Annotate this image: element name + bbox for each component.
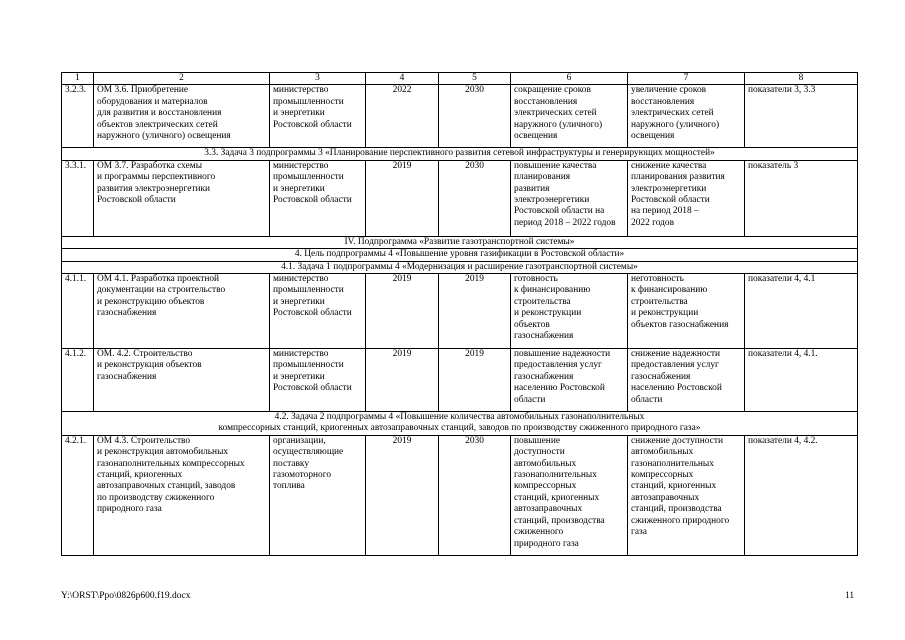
page-number: 11 bbox=[845, 591, 855, 601]
header-col-4: 4 bbox=[366, 73, 439, 85]
measure-name: ОМ 4.1. Разработка проектной документации на строительство и реконструкцию объектов газоснабжения bbox=[94, 274, 270, 349]
end-year: 2019 bbox=[439, 349, 511, 412]
expected-result: повышение доступности автомобильных газонаполнительных компрессорных станций, криогенных автозаправочных станций, производства сжиженного природного газа bbox=[511, 435, 628, 555]
expected-result: повышение качества планирования развития электроэнергетики Ростовской области на период 2018 – 2022 годов bbox=[511, 160, 628, 236]
start-year: 2019 bbox=[366, 349, 439, 412]
start-year: 2019 bbox=[366, 274, 439, 349]
section-row bbox=[62, 249, 858, 261]
measure-name: ОМ 3.7. Разработка схемы и программы перспективного развития электроэнергетики Ростовской области bbox=[94, 160, 270, 236]
executor: министерство промышленности и энергетики Ростовской области bbox=[270, 274, 366, 349]
measure-name: ОМ. 4.2. Строительство и реконструкция объектов газоснабжения bbox=[94, 349, 270, 412]
header-col-5: 5 bbox=[439, 73, 511, 85]
file-path: Y:\ORST\Ppo\0826p600.f19.docx bbox=[61, 591, 191, 601]
non-implementation-consequence: увеличение сроков восстановления электрических сетей наружного (уличного) освещения bbox=[628, 85, 745, 148]
start-year: 2019 bbox=[366, 435, 439, 555]
linked-indicators: показатель 3 bbox=[745, 160, 858, 236]
linked-indicators: показатели 4, 4.1. bbox=[745, 349, 858, 412]
linked-indicators: показатели 4, 4.1 bbox=[745, 274, 858, 349]
header-col-8: 8 bbox=[745, 73, 858, 85]
task-heading: 3.3. Задача 3 подпрограммы 3 «Планирование перспективного развития сетевой инфраструктуры и генерирующих мощностей» bbox=[62, 148, 858, 160]
header-col-3: 3 bbox=[270, 73, 366, 85]
linked-indicators: показатели 4, 4.2. bbox=[745, 435, 858, 555]
row-number: 3.2.3. bbox=[62, 85, 94, 148]
executor: министерство промышленности и энергетики Ростовской области bbox=[270, 160, 366, 236]
section-row bbox=[62, 412, 858, 436]
start-year: 2022 bbox=[366, 85, 439, 148]
end-year: 2030 bbox=[439, 160, 511, 236]
row-number: 3.3.1. bbox=[62, 160, 94, 236]
header-col-2: 2 bbox=[94, 73, 270, 85]
task-heading: 4.2. Задача 2 подпрограммы 4 «Повышение количества автомобильных газонаполнительных компрессорных станций, криогенных автозаправочных станций, заводов по производству сжиженного природного газа» bbox=[62, 412, 858, 436]
subprogram-heading: IV. Подпрограмма «Развитие газотранспортной системы» bbox=[62, 236, 858, 248]
goal-heading: 4. Цель подпрограммы 4 «Повышение уровня газификации в Ростовской области» bbox=[62, 249, 858, 261]
header-col-7: 7 bbox=[628, 73, 745, 85]
non-implementation-consequence: снижение качества планирования развития электроэнергетики Ростовской области на период 2018 – 2022 годов bbox=[628, 160, 745, 236]
measure-name: ОМ 4.3. Строительство и реконструкция автомобильных газонаполнительных компрессорных станций, криогенных автозаправочных станций, заводов по производству сжиженного природного газа bbox=[94, 435, 270, 555]
section-row bbox=[62, 148, 858, 160]
row-number: 4.1.1. bbox=[62, 274, 94, 349]
executor: организации, осуществляющие поставку газомоторного топлива bbox=[270, 435, 366, 555]
expected-result: повышение надежности предоставления услуг газоснабжения населению Ростовской области bbox=[511, 349, 628, 412]
expected-result: сокращение сроков восстановления электрических сетей наружного (уличного) освещения bbox=[511, 85, 628, 148]
header-col-1: 1 bbox=[62, 73, 94, 85]
table-row bbox=[62, 85, 858, 148]
expected-result: готовность к финансированию строительства и реконструкции объектов газоснабжения bbox=[511, 274, 628, 349]
executor: министерство промышленности и энергетики Ростовской области bbox=[270, 349, 366, 412]
linked-indicators: показатели 3, 3.3 bbox=[745, 85, 858, 148]
executor: министерство промышленности и энергетики Ростовской области bbox=[270, 85, 366, 148]
table-row bbox=[62, 349, 858, 412]
end-year: 2019 bbox=[439, 274, 511, 349]
non-implementation-consequence: неготовность к финансированию строительства и реконструкции объектов газоснабжения bbox=[628, 274, 745, 349]
end-year: 2030 bbox=[439, 85, 511, 148]
section-row bbox=[62, 261, 858, 273]
header-col-6: 6 bbox=[511, 73, 628, 85]
end-year: 2030 bbox=[439, 435, 511, 555]
table-row bbox=[62, 274, 858, 349]
section-row bbox=[62, 236, 858, 248]
row-number: 4.2.1. bbox=[62, 435, 94, 555]
measure-name: ОМ 3.6. Приобретение оборудования и материалов для развития и восстановления объектов электрических сетей наружного (уличного) освещения bbox=[94, 85, 270, 148]
table-row bbox=[62, 435, 858, 555]
task-heading: 4.1. Задача 1 подпрограммы 4 «Модернизация и расширение газотранспортной системы» bbox=[62, 261, 858, 273]
header-row bbox=[62, 73, 858, 85]
table-row bbox=[62, 160, 858, 236]
non-implementation-consequence: снижение доступности автомобильных газонаполнительных компрессорных станций, криогенных автозаправочных станций, производства сжиженного природного газа bbox=[628, 435, 745, 555]
row-number: 4.1.2. bbox=[62, 349, 94, 412]
start-year: 2019 bbox=[366, 160, 439, 236]
non-implementation-consequence: снижение надежности предоставления услуг газоснабжения населению Ростовской области bbox=[628, 349, 745, 412]
measures-table bbox=[61, 72, 858, 556]
